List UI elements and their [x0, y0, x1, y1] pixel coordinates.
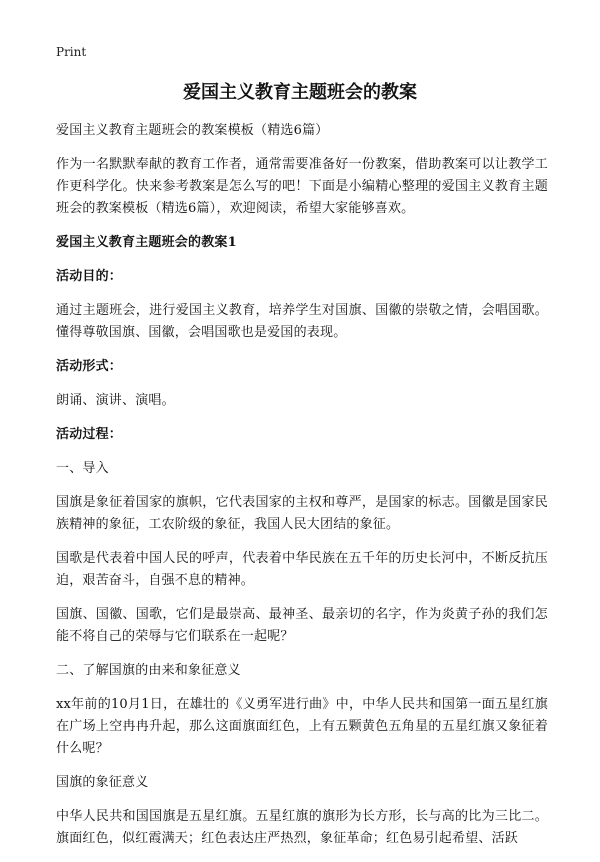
flag-paragraph: 国旗是象征着国家的旗帜，它代表国家的主权和尊严，是国家的标志。国徽是国家民族精神的象征，工农阶级的象征，我国人民大团结的象征。 — [56, 495, 548, 532]
meaning-heading: 国旗的象征意义 — [56, 775, 149, 790]
intro-paragraph: 作为一名默默奉献的教育工作者，通常需要准备好一份教案，借助教案可以让教学工作更科学化。快来参考教案是怎么写的吧！下面是小编精心整理的爱国主义教育主题班会的教案模板（精选6篇），欢迎阅读，希望大家能够喜欢。 — [56, 157, 548, 216]
subtitle: 爱国主义教育主题班会的教案模板（精选6篇） — [56, 123, 329, 138]
document-body — [56, 120, 548, 862]
anthem-paragraph: 国歌是代表着中国人民的呼声，代表着中华民族在五千年的历史长河中，不断反抗压迫，艰苦奋斗，自强不息的精神。 — [56, 551, 548, 588]
form-heading: 活动形式： — [56, 359, 123, 374]
process-heading: 活动过程： — [56, 427, 123, 442]
lesson-heading: 爱国主义教育主题班会的教案1 — [56, 235, 237, 250]
goal-paragraph: 通过主题班会，进行爱国主义教育，培养学生对国旗、国徽的崇敬之情，会唱国歌。懂得尊敬国旗、国徽，会唱国歌也是爱国的表现。 — [56, 303, 548, 340]
page-title: 爱国主义教育主题班会的教案 — [183, 82, 417, 103]
goal-heading: 活动目的： — [56, 269, 123, 284]
print-link[interactable]: Print — [56, 45, 87, 59]
form-paragraph: 朗诵、演讲、演唱。 — [56, 393, 175, 408]
meaning-paragraph: 中华人民共和国国旗是五星红旗。五星红旗的旗形为长方形，长与高的比为三比二。旗面红色，似红霞满天；红色表达庄严热烈，象征革命；红色易引起希望、活跃 — [56, 809, 548, 846]
step-2-heading: 二、了解国旗的由来和象征意义 — [56, 663, 241, 678]
step-1-heading: 一、导入 — [56, 461, 109, 476]
history-paragraph: xx年前的10月1日，在雄壮的《义勇军进行曲》中，中华人民共和国第一面五星红旗在广场上空冉冉升起，那么这面旗面红色，上有五颗黄色五角星的五星红旗又象征着什么呢？ — [56, 697, 548, 756]
question-paragraph: 国旗、国徽、国歌，它们是最崇高、最神圣、最亲切的名字，作为炎黄子孙的我们怎能不将自己的荣辱与它们联系在一起呢？ — [56, 607, 548, 644]
